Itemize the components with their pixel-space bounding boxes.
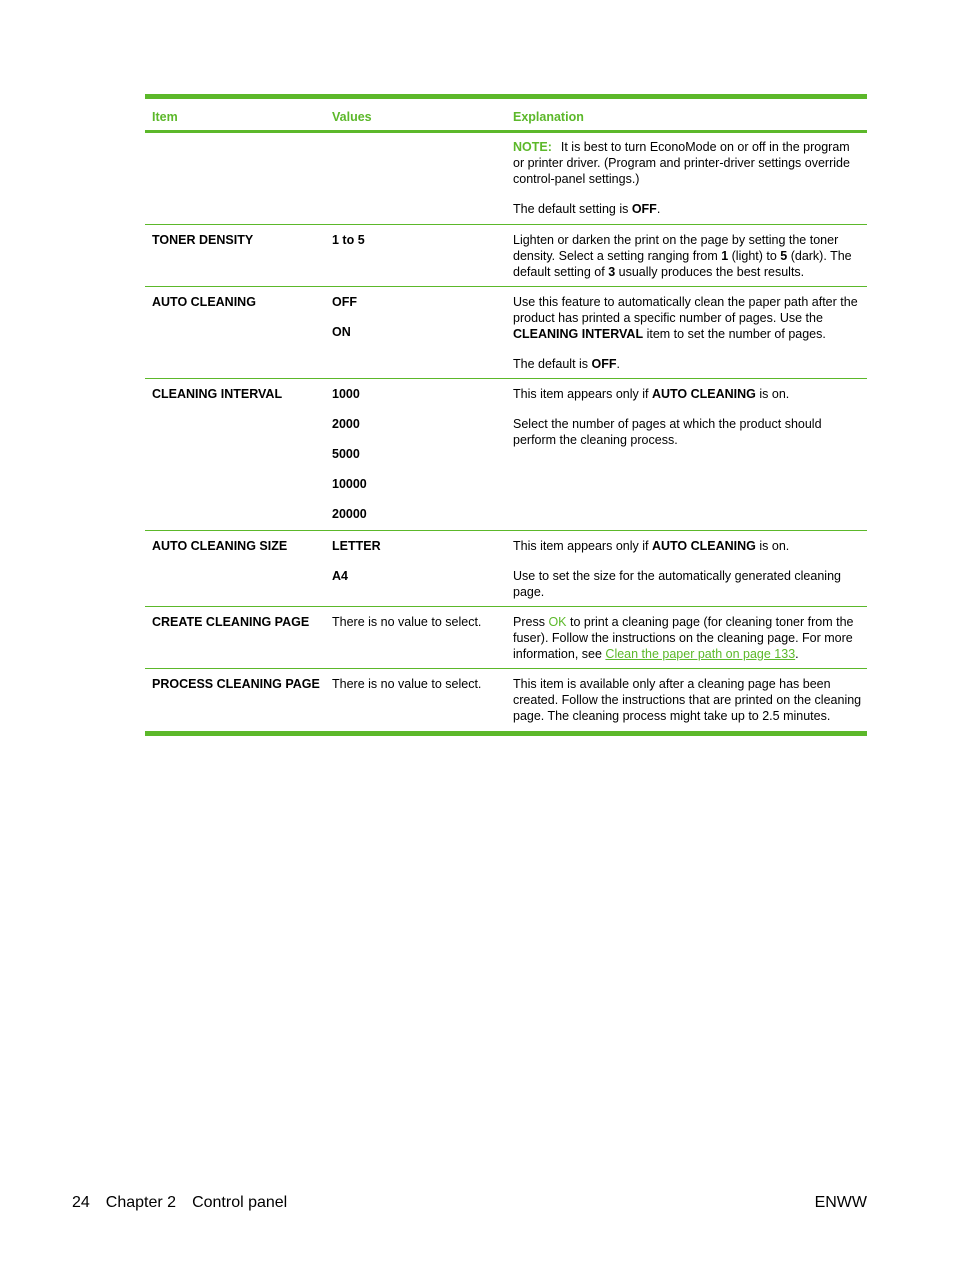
row-item: PROCESS CLEANING PAGE <box>152 677 320 691</box>
table-row-create-cleaning-page <box>145 607 867 669</box>
row-explanation <box>506 225 867 286</box>
table-row-econo-note <box>145 133 867 225</box>
row-item-empty <box>145 133 325 224</box>
ok-key-label: OK <box>548 615 567 629</box>
table-row-auto-cleaning <box>145 287 867 379</box>
text-part: to print a cleaning page (for cleaning toner from the fuser). Follow the instructions on the cleaning page. For more information, see <box>513 615 854 661</box>
row-values <box>325 287 506 378</box>
default-text: The default is <box>513 357 592 371</box>
note-label: NOTE: <box>513 140 552 154</box>
explanation-paragraph: Select the number of pages at which the product should perform the cleaning process. <box>513 417 822 447</box>
note-text: It is best to turn EconoMode on or off in the program or printer driver. (Program and printer-driver settings override control-panel settings.) <box>513 140 850 186</box>
text-part: item to set the number of pages. <box>643 327 826 341</box>
default-value: OFF <box>591 357 617 371</box>
table-row-toner-density <box>145 225 867 287</box>
bold-part: AUTO CLEANING <box>651 387 756 401</box>
text-part: is on. <box>755 387 790 401</box>
row-explanation <box>506 133 867 224</box>
table-bottom-rule <box>145 731 867 736</box>
text-part: is on. <box>755 539 790 553</box>
table-row-auto-cleaning-size <box>145 531 867 607</box>
row-values-empty <box>325 133 506 224</box>
footer-left <box>72 1194 287 1212</box>
row-value: 1 to 5 <box>332 233 365 247</box>
row-value: There is no value to select. <box>332 615 482 629</box>
table-header <box>145 99 867 133</box>
text-part: Press <box>513 615 549 629</box>
value-letter: LETTER <box>332 539 381 553</box>
bold-part: AUTO CLEANING <box>651 539 756 553</box>
default-period: . <box>656 202 661 216</box>
table-row-process-cleaning-page <box>145 669 867 731</box>
text-part: This item appears only if <box>513 539 652 553</box>
row-value: There is no value to select. <box>332 677 482 691</box>
row-explanation <box>506 607 867 668</box>
explanation-paragraph: Use to set the size for the automatically generated cleaning page. <box>513 569 841 599</box>
row-explanation <box>506 531 867 606</box>
row-explanation <box>506 287 867 378</box>
clean-paper-path-link[interactable]: Clean the paper path on page 133 <box>605 647 796 661</box>
table-row-cleaning-interval <box>145 379 867 531</box>
bold-part: 5 <box>780 249 788 263</box>
row-item: AUTO CLEANING <box>152 295 256 309</box>
row-values <box>325 531 506 606</box>
header-explanation: Explanation <box>513 110 584 124</box>
chapter-label: Chapter 2 <box>105 1194 177 1211</box>
text-part: Use this feature to automatically clean the paper path after the product has printed a specific number of pages. Use the <box>513 295 858 325</box>
default-value: OFF <box>631 202 657 216</box>
value-a4: A4 <box>332 569 348 583</box>
settings-table <box>145 94 867 736</box>
bold-part: CLEANING INTERVAL <box>513 327 644 341</box>
row-item: TONER DENSITY <box>152 233 254 247</box>
footer-right: ENWW <box>814 1194 867 1211</box>
header-item: Item <box>152 110 178 124</box>
value-10000: 10000 <box>332 477 367 491</box>
row-item: CLEANING INTERVAL <box>152 387 283 401</box>
header-values: Values <box>332 110 372 124</box>
value-5000: 5000 <box>332 447 360 461</box>
section-label: Control panel <box>192 1194 288 1211</box>
value-1000: 1000 <box>332 387 360 401</box>
row-item: AUTO CLEANING SIZE <box>152 539 288 553</box>
row-explanation <box>506 379 867 530</box>
text-part: (dark). The default setting of <box>513 249 852 279</box>
bold-part: 3 <box>608 265 616 279</box>
value-on: ON <box>332 325 351 339</box>
text-part: usually produces the best results. <box>615 265 805 279</box>
row-explanation: This item is available only after a cleaning page has been created. Follow the instructions that are printed on the cleaning page. The cleaning process might take up to 2.5 minutes. <box>513 677 862 723</box>
text-part: . <box>795 647 799 661</box>
row-item: CREATE CLEANING PAGE <box>152 615 310 629</box>
default-text: The default setting is <box>513 202 632 216</box>
text-part: This item appears only if <box>513 387 652 401</box>
row-values <box>325 379 506 530</box>
value-2000: 2000 <box>332 417 360 431</box>
bold-part: 1 <box>721 249 729 263</box>
page-number: 24 <box>72 1194 90 1211</box>
text-part: (light) to <box>728 249 781 263</box>
value-20000: 20000 <box>332 507 367 521</box>
text-part: Lighten or darken the print on the page by setting the toner density. Select a setting ranging from <box>513 233 839 263</box>
value-off: OFF <box>332 295 357 309</box>
default-period: . <box>616 357 620 371</box>
